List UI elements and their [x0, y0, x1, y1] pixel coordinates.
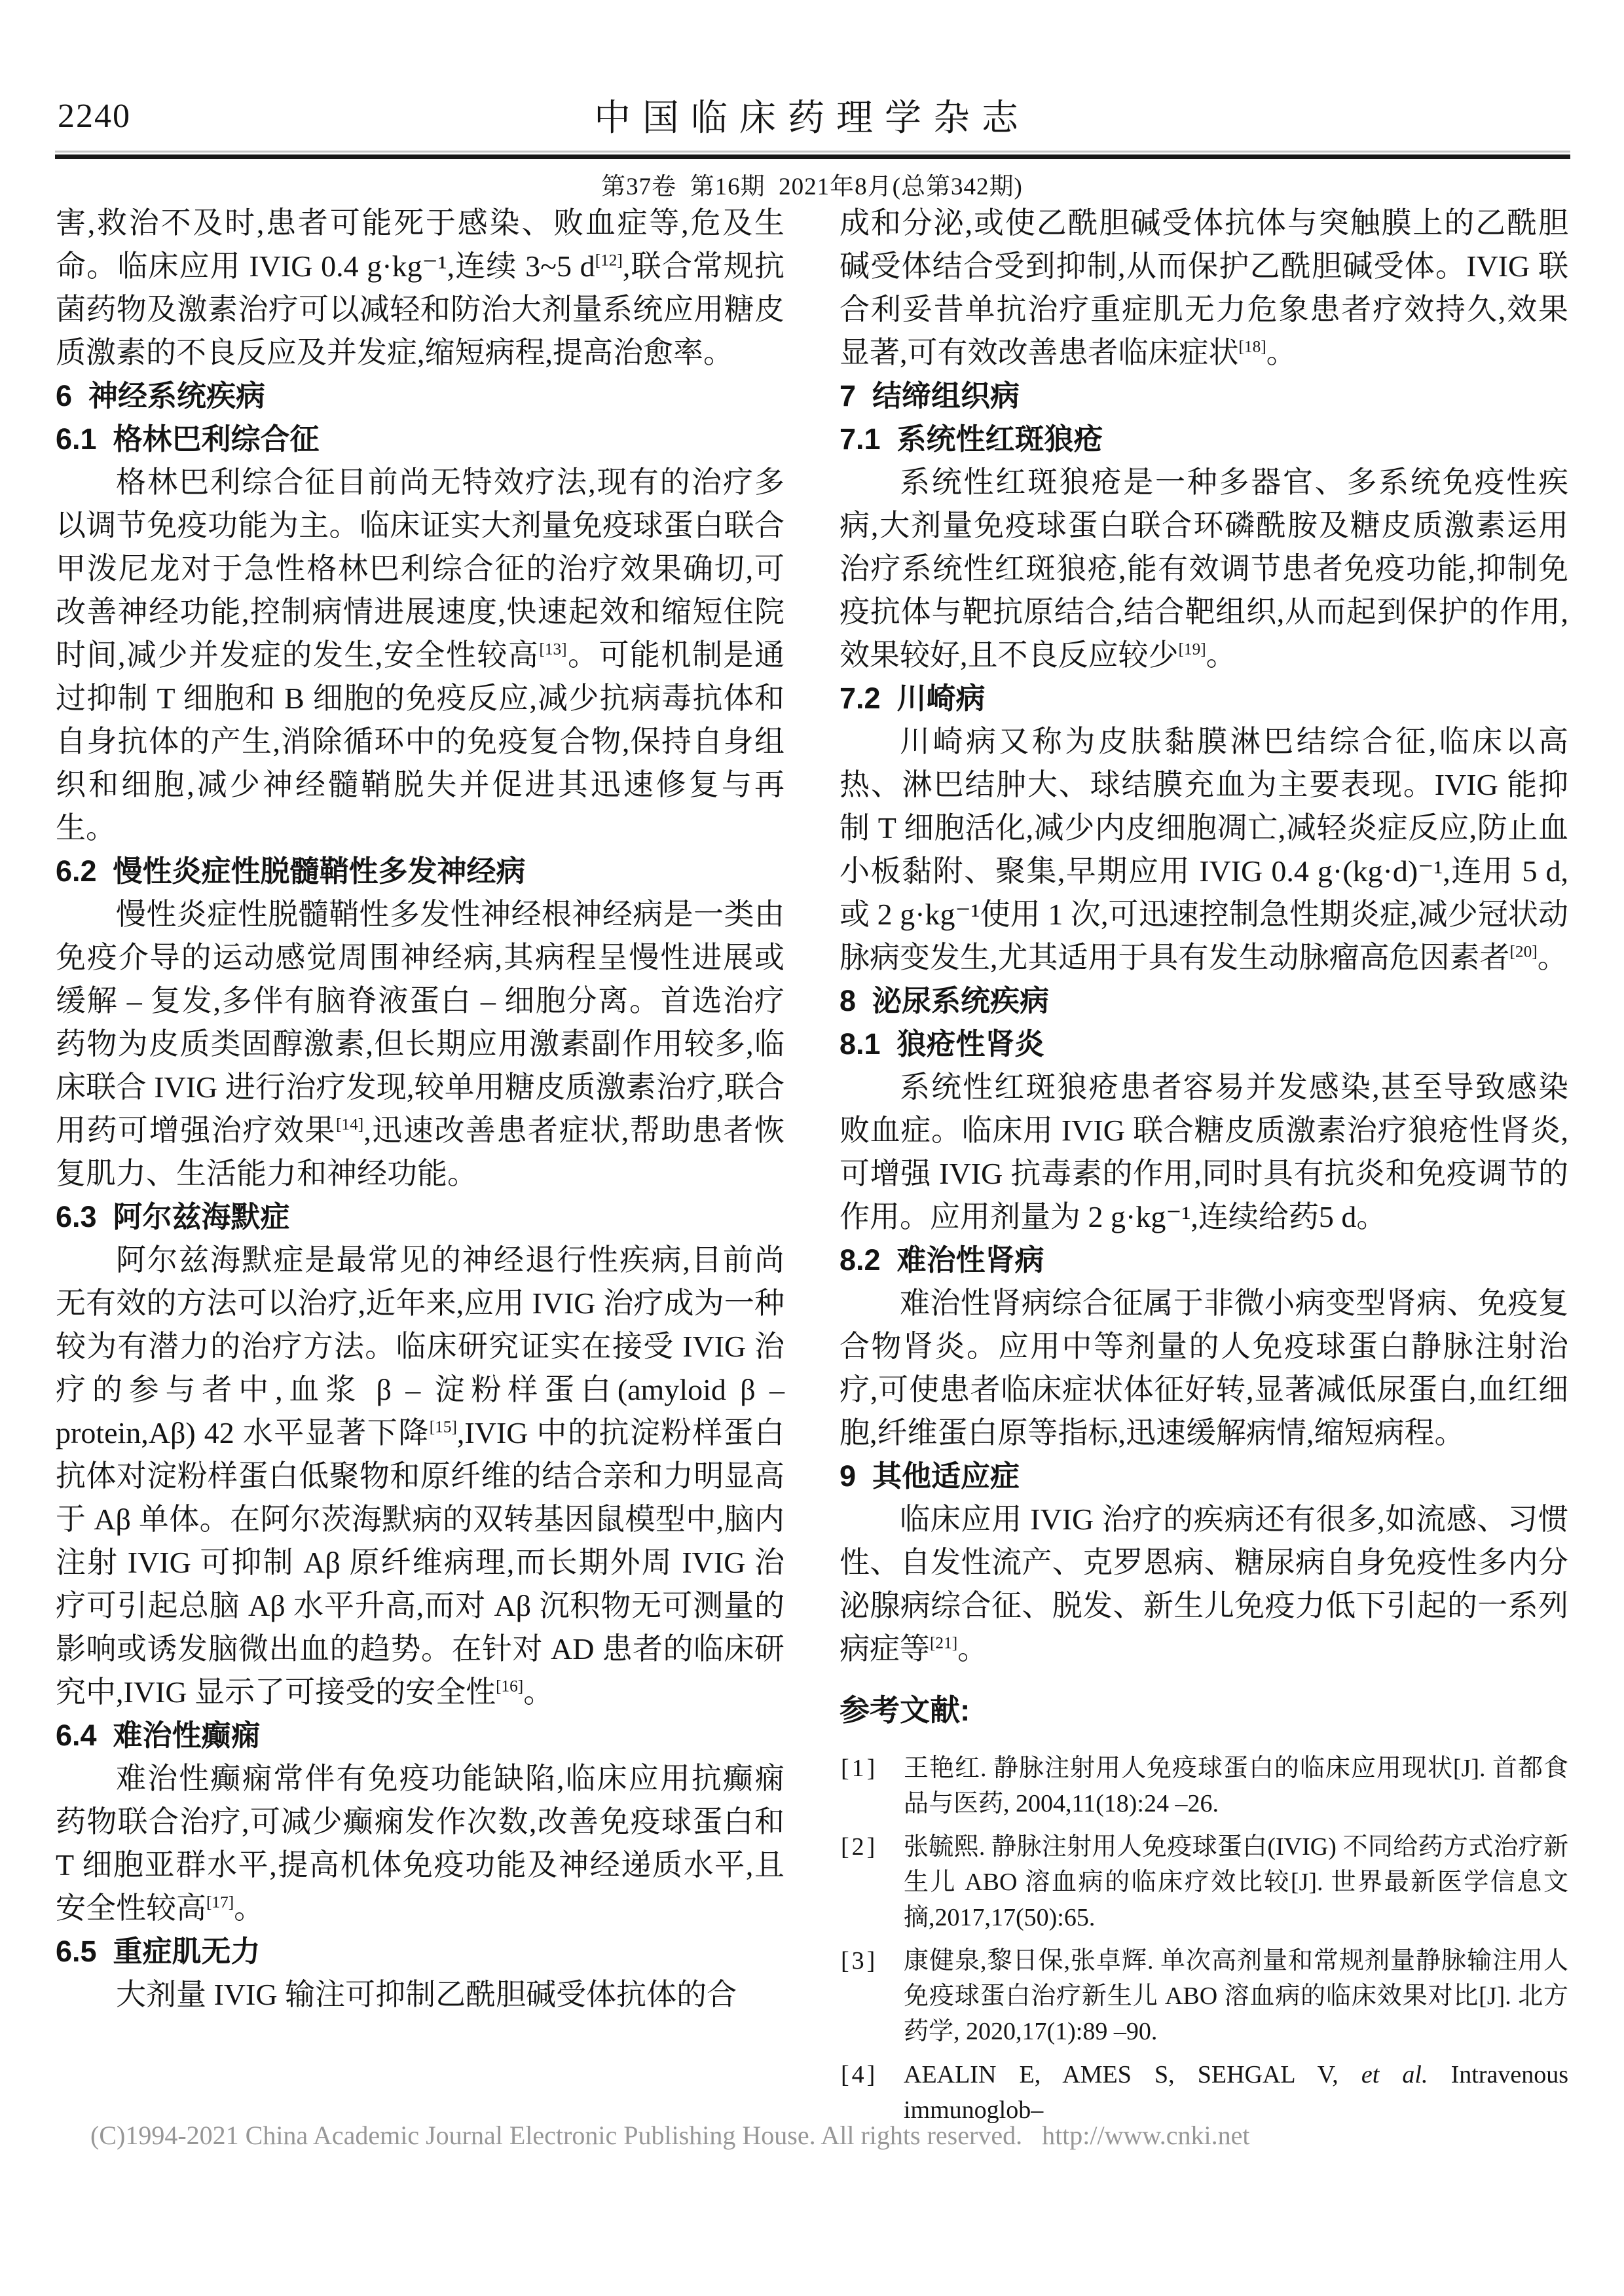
subsection-heading: 6.1 格林巴利综合征 [56, 422, 320, 456]
paragraph: 系统性红斑狼疮是一种多器官、多系统免疫性疾病,大剂量免疫球蛋白联合环磷酰胺及糖皮质激素运用治疗系统性红斑狼疮,能有效调节患者免疫功能,抑制免疫抗体与靶抗原结合,结合靶组织,从而起到保护的作用,效果较好,且不良反应较少[19]。 [840, 465, 1568, 672]
subsection-heading: 6.2 慢性炎症性脱髓鞘性多发神经病 [56, 854, 526, 888]
reference-item: [4] AEALIN E, AMES S, SEHGAL V, et al. Intravenous immunoglob– [840, 2057, 1568, 2128]
header-rule-dark-line [55, 155, 1570, 159]
paragraph: 阿尔兹海默症是最常见的神经退行性疾病,目前尚无有效的方法可以治疗,近年来,应用 IVIG 治疗成为一种较为有潜力的治疗方法。临床研究证实在接受 IVIG 治疗的参与者中,血浆 β – 淀粉样蛋白(amyloid β – protein,Aβ) 42 水平显著下降[15],IVIG 中的抗淀粉样蛋白抗体对淀粉样蛋白低聚物和原纤维的结合亲和力明显高于 Aβ 单体。在阿尔茨海默病的双转基因鼠模型中,脑内注射 IVIG 可抑制 Aβ 原纤维病理,而长期外周 IVIG 治疗可引起总脑 Aβ 水平升高,而对 Aβ 沉积物无可测量的影响或诱发脑微出血的趋势。在针对 AD 患者的临床研究中,IVIG 显示了可接受的安全性[16]。 [56, 1243, 784, 1709]
subsection-heading: 7.1 系统性红斑狼疮 [840, 422, 1103, 456]
reference-number: [4] [841, 2061, 878, 2088]
paragraph: 难治性癫痫常伴有免疫功能缺陷,临床应用抗癫痫药物联合治疗,可减少癫痫发作次数,改善免疫球蛋白和 T 细胞亚群水平,提高机体免疫功能及神经递质水平,且安全性较高[17]。 [56, 1762, 784, 1925]
reference-number: [3] [841, 1947, 878, 1975]
paragraph: 难治性肾病综合征属于非微小病变型肾病、免疫复合物肾炎。应用中等剂量的人免疫球蛋白静脉注射治疗,可使患者临床症状体征好转,显著减低尿蛋白,血红细胞,纤维蛋白原等指标,迅速缓解病情,缩短病程。 [840, 1286, 1568, 1449]
right-column [840, 202, 1568, 2136]
left-column [56, 202, 784, 2016]
copyright-footer: (C)1994-2021 China Academic Journal Electronic Publishing House. All rights reserved. http://www.cnki.net [90, 2121, 1250, 2150]
subsection-heading: 8.1 狼疮性肾炎 [840, 1027, 1044, 1061]
volume-issue-line: 第37卷 第16期 2021年8月(总第342期) [601, 173, 1023, 200]
reference-item: [3] 康健泉,黎日保,张卓辉. 单次高剂量和常规剂量静脉输注用人免疫球蛋白治疗新生儿 ABO 溶血病的临床效果对比[J]. 北方药学, 2020,17(1):89 –90. [840, 1943, 1568, 2049]
paragraph: 大剂量 IVIG 输注可抑制乙酰胆碱受体抗体的合 [116, 1978, 737, 2011]
subsection-heading: 6.4 难治性癫痫 [56, 1719, 261, 1752]
subsection-heading: 6.3 阿尔兹海默症 [56, 1200, 290, 1233]
paragraph: 川崎病又称为皮肤黏膜淋巴结综合征,临床以高热、淋巴结肿大、球结膜充血为主要表现。IVIG 能抑制 T 细胞活化,减少内皮细胞凋亡,减轻炎症反应,防止血小板黏附、聚集,早期应用 IVIG 0.4 g·(kg·d)⁻¹,连用 5 d,或 2 g·kg⁻¹使用 1 次,可迅速控制急性期炎症,减少冠状动脉病变发生,尤其适用于具有发生动脉瘤高危因素者[20]。 [840, 725, 1568, 974]
section-heading: 7 结缔组织病 [840, 379, 1020, 412]
references-heading: 参考文献: [840, 1693, 970, 1727]
section-heading: 6 神经系统疾病 [56, 379, 266, 412]
page-number: 2240 [58, 98, 131, 135]
header-rule [55, 151, 1570, 159]
reference-number: [2] [841, 1833, 878, 1861]
paragraph: 格林巴利综合征目前尚无特效疗法,现有的治疗多以调节免疫功能为主。临床证实大剂量免疫球蛋白联合甲泼尼龙对于急性格林巴利综合征的治疗效果确切,可改善神经功能,控制病情进展速度,快速起效和缩短住院时间,减少并发症的发生,安全性较高[13]。可能机制是通过抑制 T 细胞和 B 细胞的免疫反应,减少抗病毒抗体和自身抗体的产生,消除循环中的免疫复合物,保持自身组织和细胞,减少神经髓鞘脱失并促进其迅速修复与再生。 [56, 465, 785, 845]
header-rule-light-line [55, 151, 1570, 153]
section-heading: 9 其他适应症 [840, 1459, 1020, 1493]
section-heading: 8 泌尿系统疾病 [840, 984, 1050, 1017]
subsection-heading: 6.5 重症肌无力 [56, 1935, 261, 1968]
paragraph-continued: 害,救治不及时,患者可能死于感染、败血症等,危及生命。临床应用 IVIG 0.4 g·kg⁻¹,连续 3~5 d[12],联合常规抗菌药物及激素治疗可以减轻和防治大剂量系统应用糖皮质激素的不良反应及并发症,缩短病程,提高治愈率。 [56, 206, 784, 369]
subsection-heading: 7.2 川崎病 [840, 682, 986, 715]
reference-item: [2] 张毓熙. 静脉注射用人免疫球蛋白(IVIG) 不同给药方式治疗新生儿 ABO 溶血病的临床疗效比较[J]. 世界最新医学信息文摘,2017,17(50):65. [840, 1829, 1568, 1935]
subsection-heading: 8.2 难治性肾病 [840, 1243, 1044, 1277]
paragraph: 临床应用 IVIG 治疗的疾病还有很多,如流感、习惯性、自发性流产、克罗恩病、糖尿病自身免疫性多内分泌腺病综合征、脱发、新生儿免疫力低下引起的一系列病症等[21]。 [840, 1503, 1568, 1666]
reference-item: [1] 王艳红. 静脉注射用人免疫球蛋白的临床应用现状[J]. 首都食品与医药, 2004,11(18):24 –26. [840, 1751, 1568, 1821]
reference-number: [1] [841, 1755, 878, 1782]
paragraph: 慢性炎症性脱髓鞘性多发性神经根神经病是一类由免疫介导的运动感觉周围神经病,其病程呈慢性进展或缓解 – 复发,多伴有脑脊液蛋白 – 细胞分离。首选治疗药物为皮质类固醇激素,但长期应用激素副作用较多,临床联合 IVIG 进行治疗发现,较单用糖皮质激素治疗,联合用药可增强治疗效果[14],迅速改善患者症状,帮助患者恢复肌力、生活能力和神经功能。 [56, 898, 785, 1190]
paragraph: 系统性红斑狼疮患者容易并发感染,甚至导致感染败血症。临床用 IVIG 联合糖皮质激素治疗狼疮性肾炎,可增强 IVIG 抗毒素的作用,同时具有抗炎和免疫调节的作用。应用剂量为 2 g·kg⁻¹,连续给药5 d。 [840, 1070, 1568, 1233]
paragraph-continued: 成和分泌,或使乙酰胆碱受体抗体与突触膜上的乙酰胆碱受体结合受到抑制,从而保护乙酰胆碱受体。IVIG 联合利妥昔单抗治疗重症肌无力危象患者疗效持久,效果显著,可有效改善患者临床症状[18]。 [840, 206, 1568, 369]
journal-title: 中国临床药理学杂志 [594, 98, 1030, 139]
